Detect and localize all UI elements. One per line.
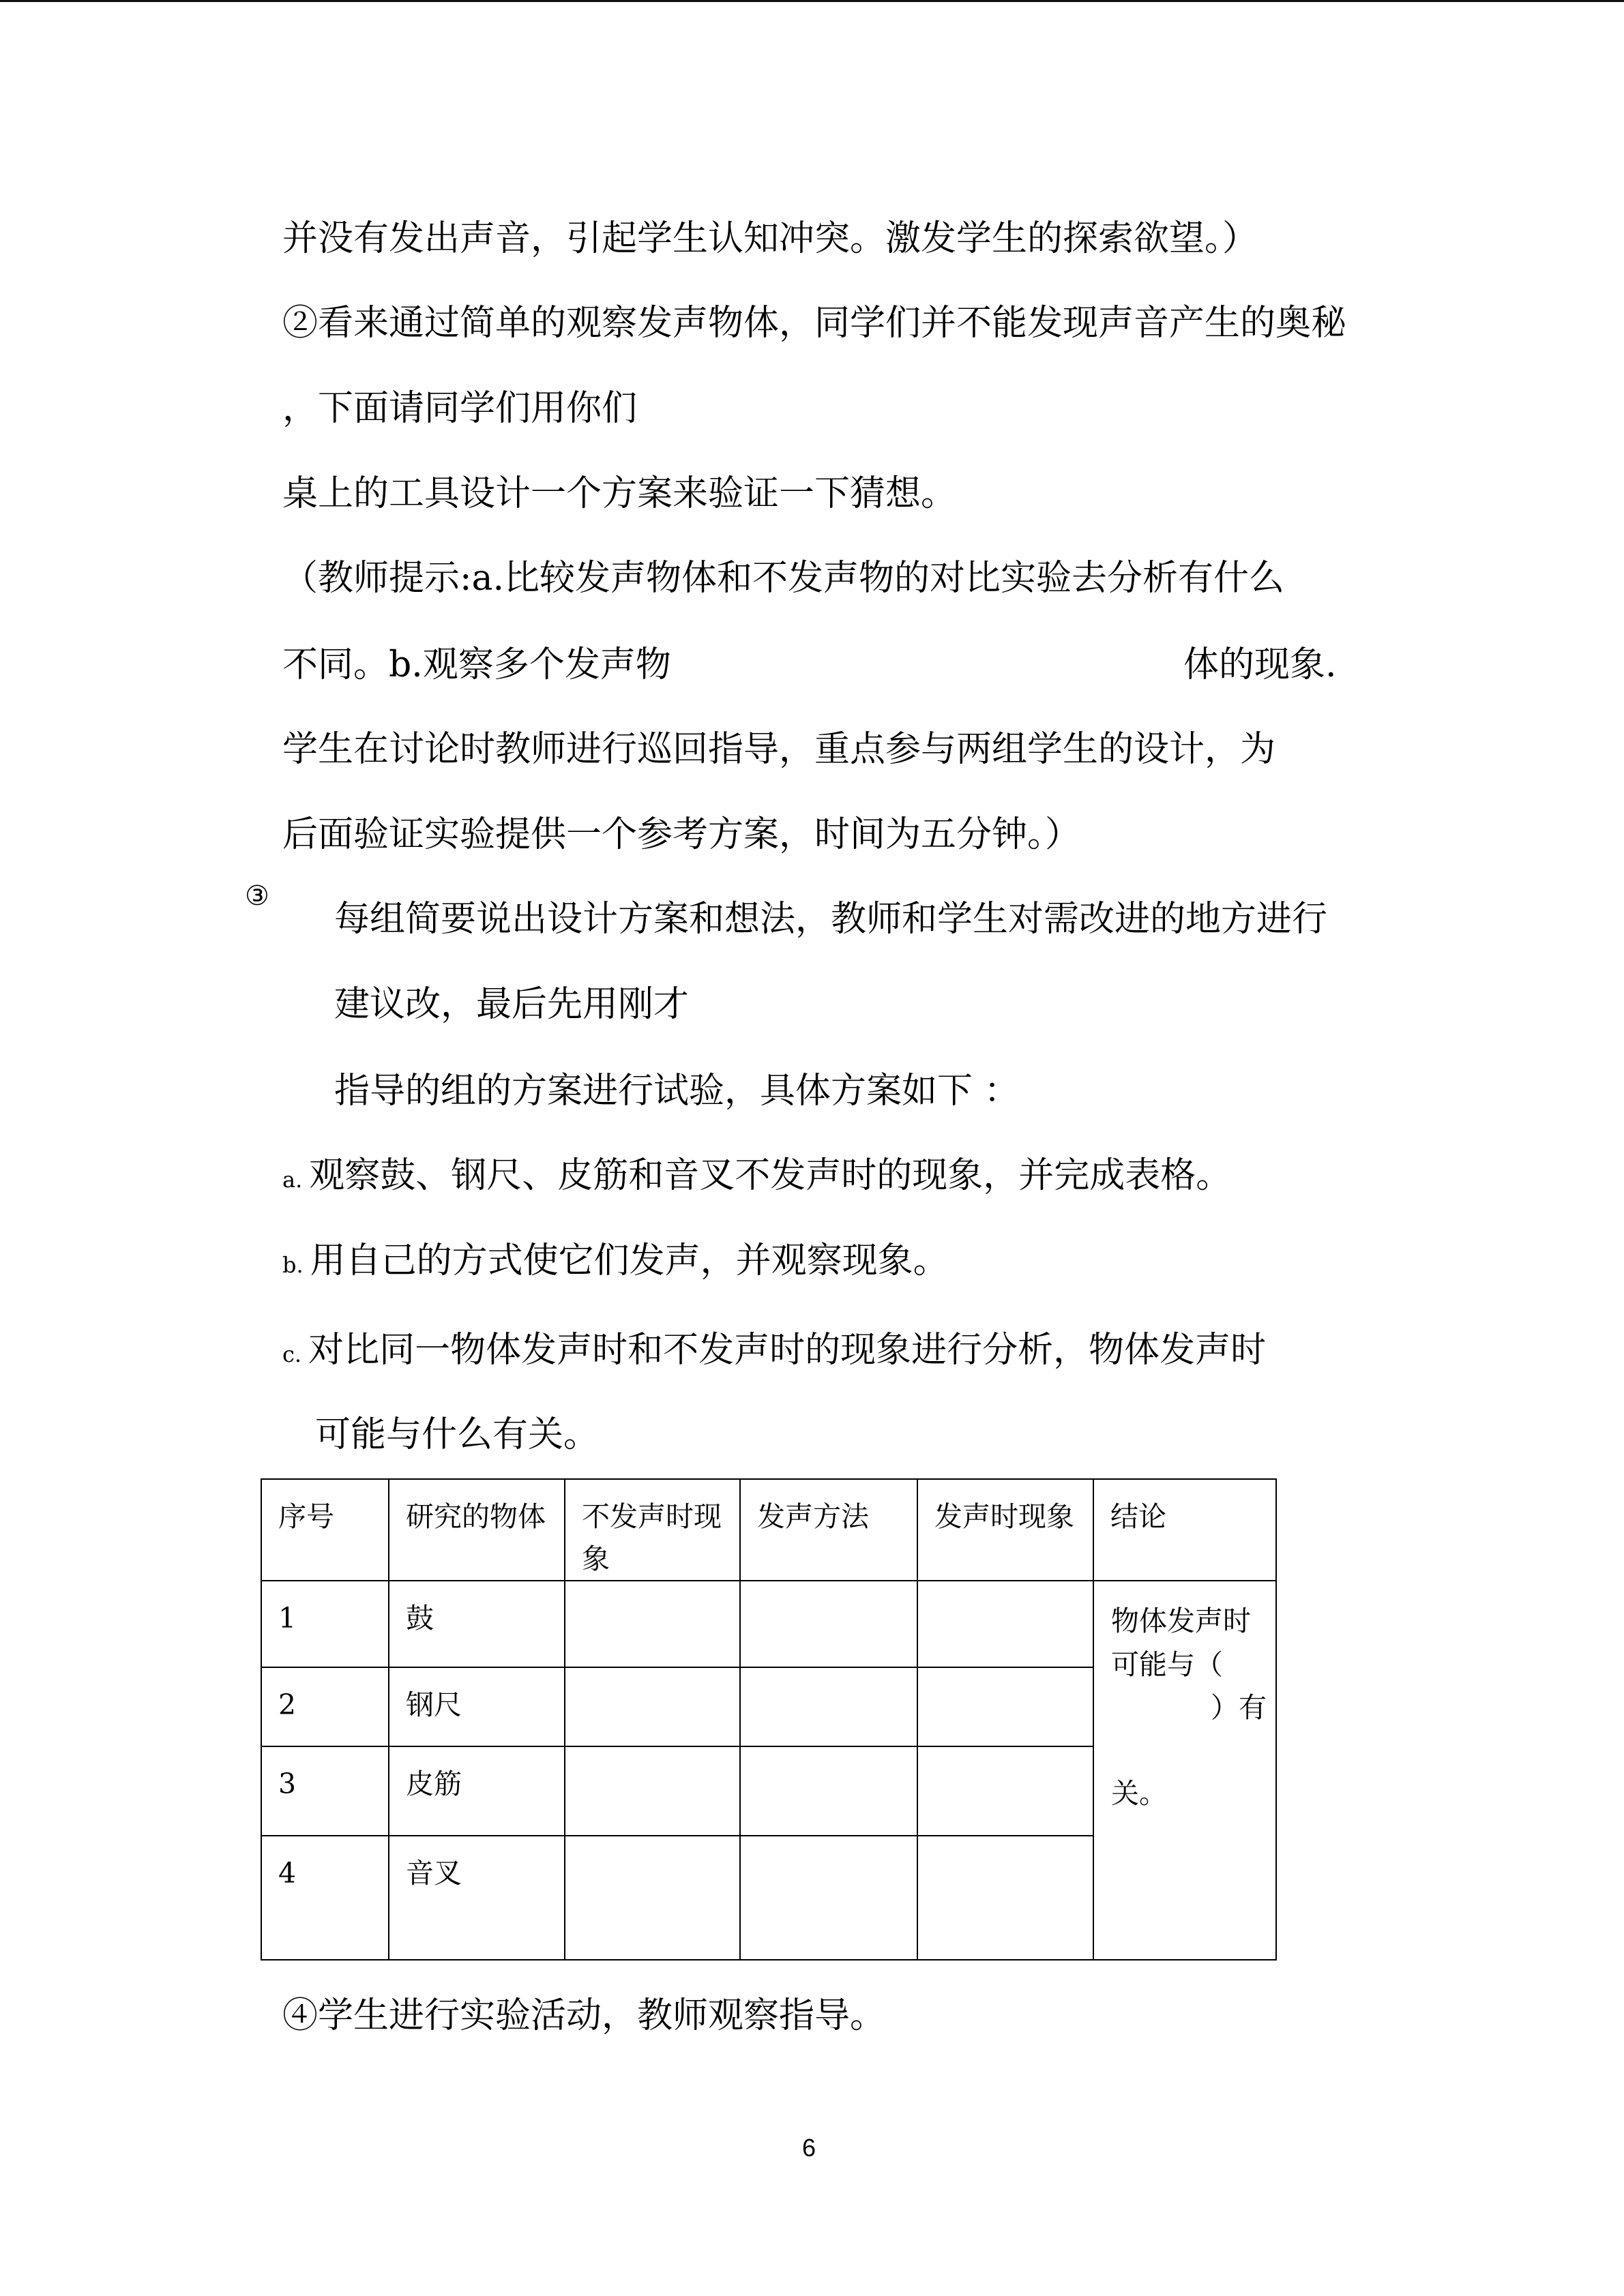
teacher-hint-line-3: 学生在讨论时教师进行巡回指导，重点参与两组学生的设计，为	[282, 729, 1276, 770]
table-cell-empty	[565, 1581, 740, 1667]
header-sounding-method: 发声方法	[740, 1479, 917, 1581]
step-3-marker: ③	[245, 880, 269, 912]
step-3-line-1: 每组简要说出设计方案和想法，教师和学生对需改进的地方进行	[334, 899, 1328, 940]
table-cell-empty	[740, 1667, 917, 1746]
table-row	[261, 1581, 1276, 1667]
table-header-row	[261, 1479, 1276, 1581]
teacher-hint-line-2a: 不同。b.观察多个发声物	[282, 644, 671, 685]
page-top-border	[0, 0, 1624, 2]
table-cell-empty	[565, 1746, 740, 1836]
row-number: 2	[261, 1667, 389, 1746]
plan-step-b	[282, 1240, 949, 1285]
row-number: 4	[261, 1836, 389, 1960]
row-object: 鼓	[389, 1581, 565, 1667]
conclusion-line-2: 可能与（	[1111, 1648, 1223, 1681]
plan-step-c-marker: c.	[282, 1341, 302, 1367]
header-object: 研究的物体	[389, 1479, 565, 1581]
step-3-line-3: 指导的组的方案进行试验，具体方案如下 ：	[334, 1071, 1020, 1112]
observation-table	[261, 1478, 1277, 1960]
table-cell-empty	[917, 1581, 1093, 1667]
plan-step-a-text: 观察鼓、钢尺、皮筋和音叉不发声时的现象，并完成表格。	[309, 1155, 1232, 1196]
table-cell-empty	[740, 1836, 917, 1960]
step-4-line: ④学生进行实验活动，教师观察指导。	[282, 1995, 886, 2036]
header-conclusion: 结论	[1093, 1479, 1276, 1581]
page-number: 6	[802, 2134, 816, 2162]
row-number: 3	[261, 1746, 389, 1836]
conclusion-line-1: 物体发声时	[1111, 1605, 1251, 1637]
plan-step-b-marker: b.	[282, 1252, 304, 1278]
row-object: 音叉	[389, 1836, 565, 1960]
table-cell-empty	[565, 1667, 740, 1746]
teacher-hint-line-1: （教师提示:a.比较发声物体和不发声物的对比实验去分析有什么	[282, 558, 1285, 599]
teacher-hint-line-2b: 体的现象.	[1183, 644, 1337, 685]
table-cell-empty	[917, 1746, 1093, 1836]
plan-step-c-text: 对比同一物体发声时和不发声时的现象进行分析，物体发声时	[308, 1330, 1267, 1371]
conclusion-cell	[1093, 1581, 1276, 1960]
paragraph-line-3: ，下面请同学们用你们	[282, 388, 638, 429]
conclusion-text	[1094, 1581, 1275, 1956]
row-number: 1	[261, 1581, 389, 1667]
header-sounding-phenomenon: 发声时现象	[917, 1479, 1093, 1581]
plan-step-c	[282, 1330, 1266, 1375]
paragraph-line-2: ②看来通过简单的观察发声物体，同学们并不能发现声音产生的奥秘	[282, 303, 1347, 344]
conclusion-line-4: 关。	[1111, 1777, 1167, 1810]
table-cell-empty	[740, 1746, 917, 1836]
header-number: 序号	[261, 1479, 389, 1581]
teacher-hint-line-4: 后面验证实验提供一个参考方案，时间为五分钟。）	[282, 814, 1081, 855]
paragraph-line-1: 并没有发出声音，引起学生认知冲突。激发学生的探索欲望。）	[282, 218, 1258, 259]
table-cell-empty	[917, 1836, 1093, 1960]
row-object: 钢尺	[389, 1667, 565, 1746]
table-cell-empty	[565, 1836, 740, 1960]
step-3-line-2: 建议改，最后先用刚才	[334, 984, 690, 1025]
header-silent-phenomenon: 不发声时现象	[565, 1479, 740, 1581]
table-cell-empty	[740, 1581, 917, 1667]
plan-step-b-text: 用自己的方式使它们发声，并观察现象。	[310, 1240, 949, 1281]
plan-step-a-marker: a.	[282, 1167, 303, 1193]
row-object: 皮筋	[389, 1746, 565, 1836]
conclusion-line-3: ）有	[1211, 1691, 1267, 1724]
plan-step-c-continuation: 可能与什么有关。	[315, 1414, 600, 1455]
table-cell-empty	[917, 1667, 1093, 1746]
paragraph-line-4: 桌上的工具设计一个方案来验证一下猜想。	[282, 473, 957, 514]
plan-step-a	[282, 1155, 1231, 1200]
